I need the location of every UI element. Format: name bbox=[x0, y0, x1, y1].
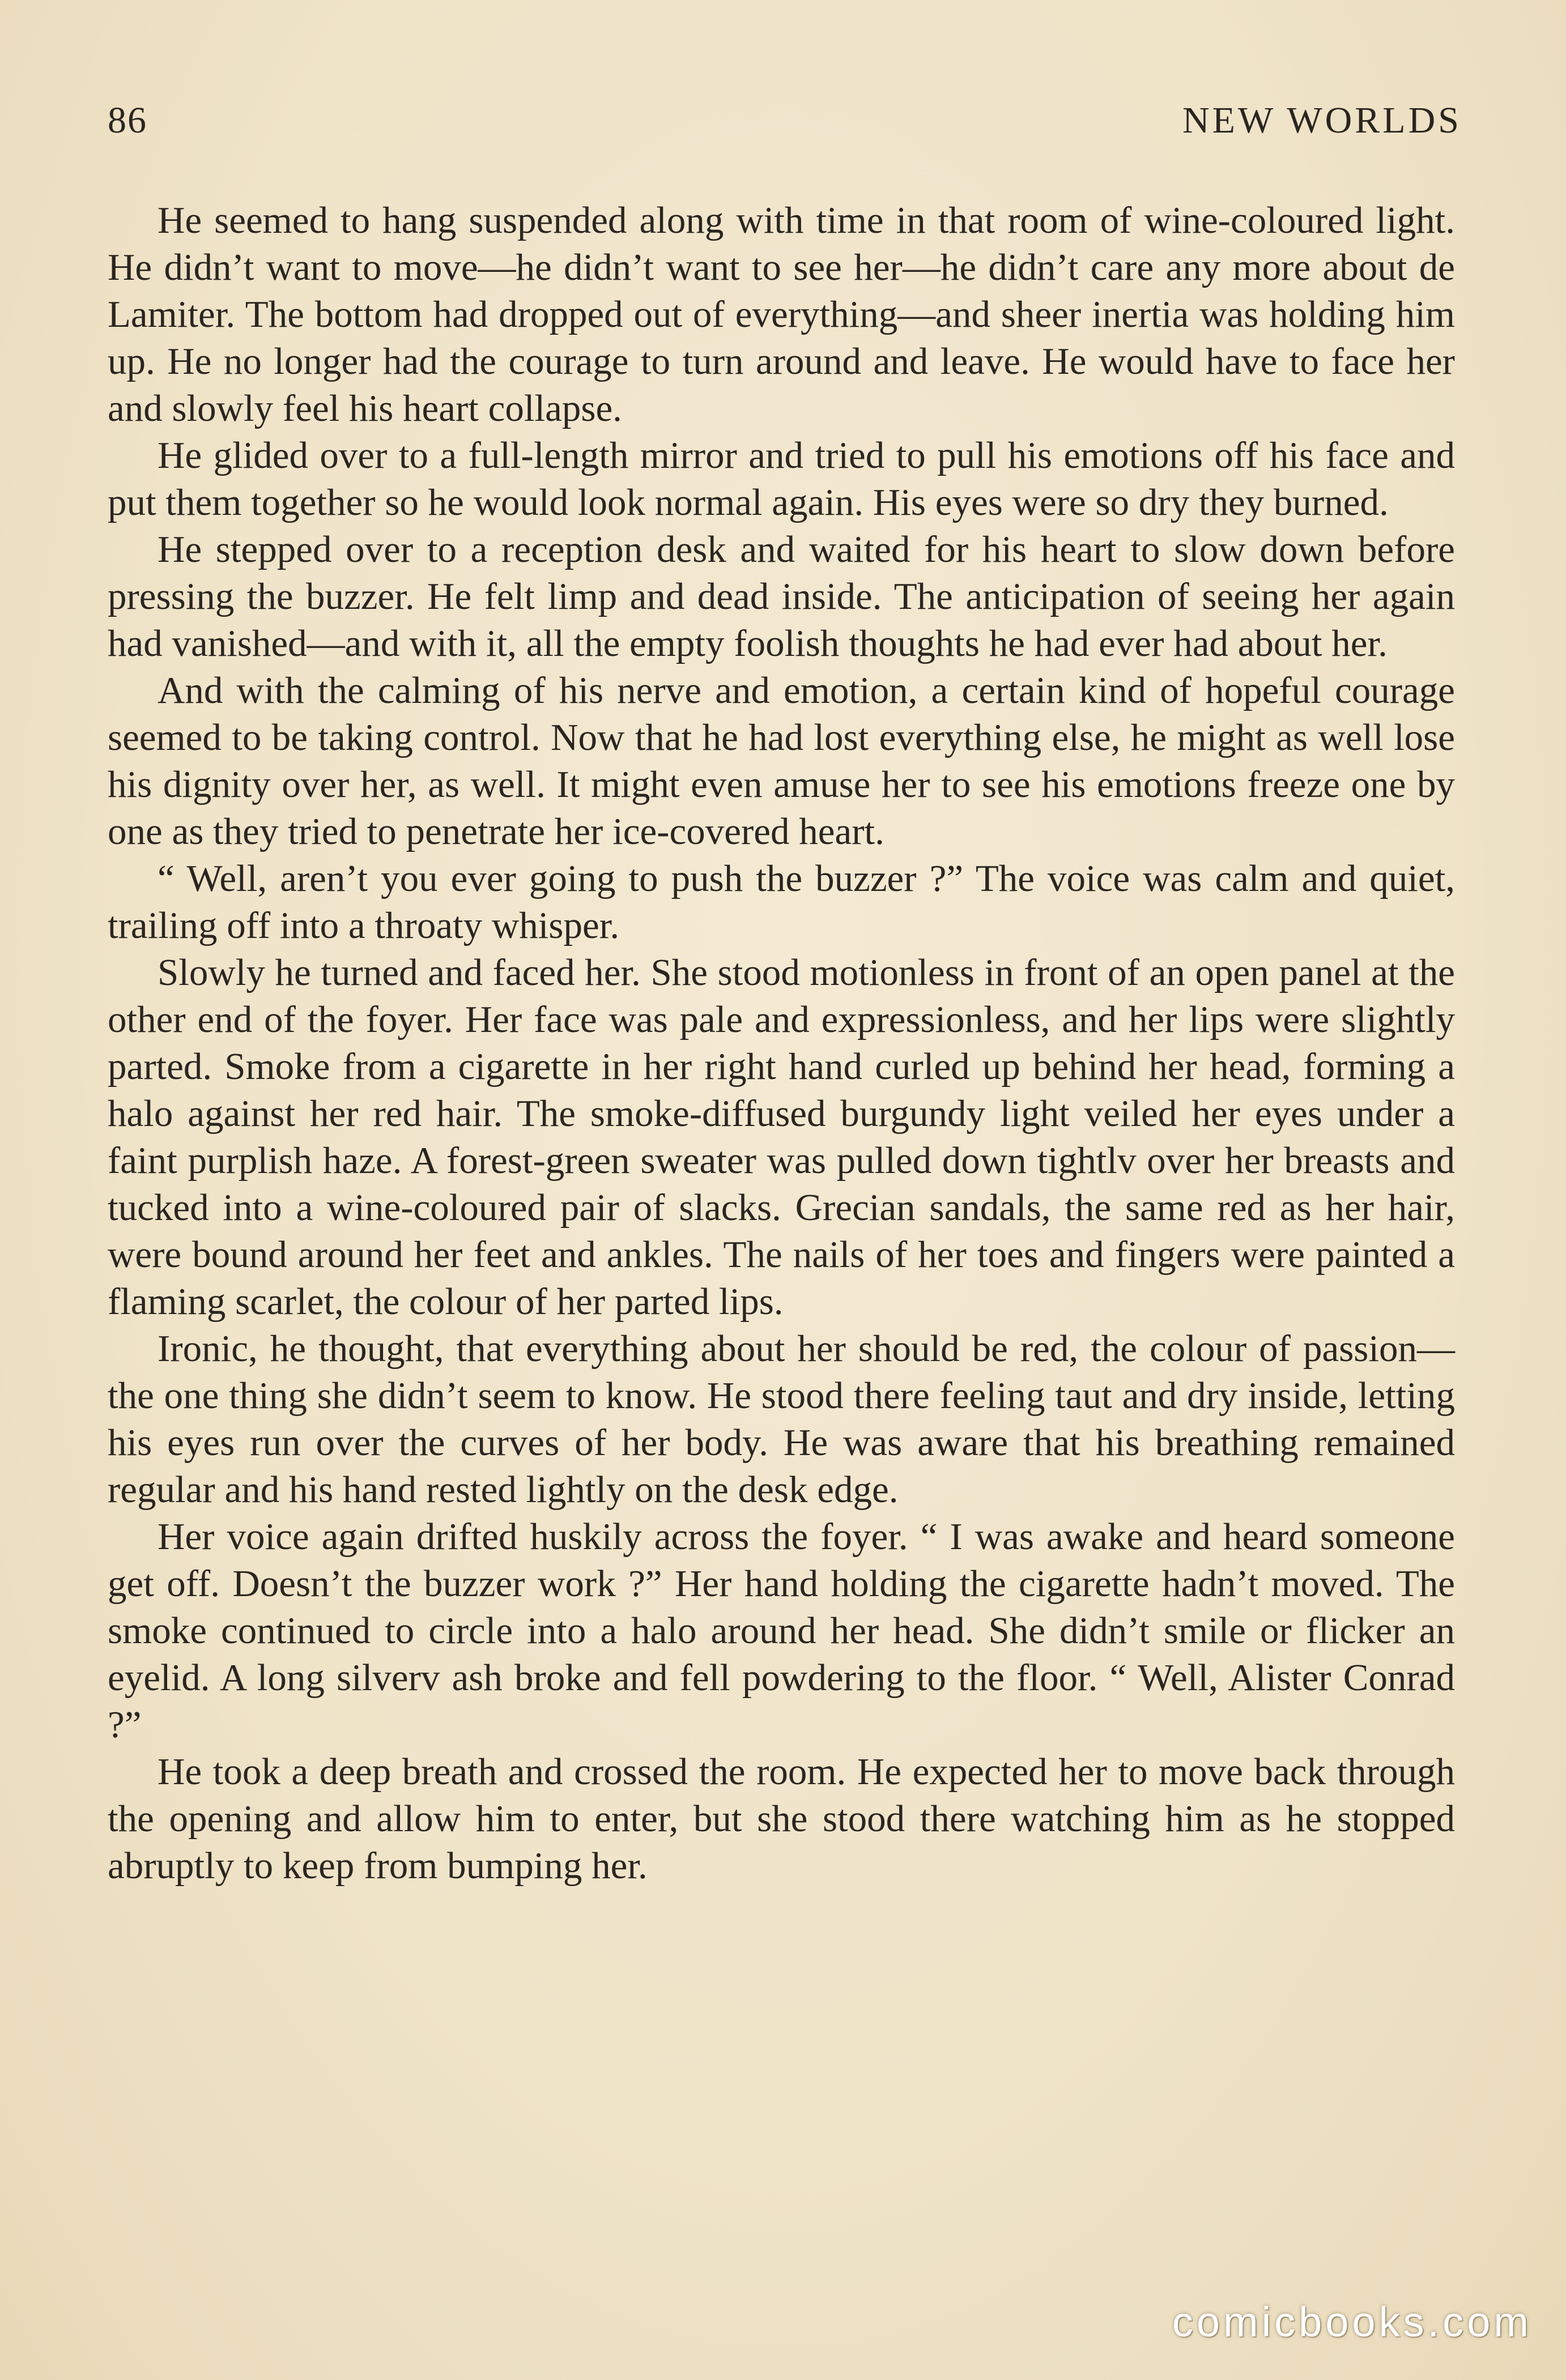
paragraph: He glided over to a full-length mirror and tried to pull his emotions off his face and put them together so he would look normal again. His eyes were so dry they burned. bbox=[108, 434, 1455, 523]
page-header bbox=[108, 99, 1462, 150]
paragraph: Ironic, he thought, that everything about her should be red, the colour of passion—the one thing she didn’t seem to know. He stood there feeling taut and dry inside, letting his eyes run over the curves of her body. He was aware that his breathing remained regular and his hand rested lightly on the desk edge. bbox=[108, 1328, 1455, 1511]
paragraph: Slowly he turned and faced her. She stood motionless in front of an open panel at the other end of the foyer. Her face was pale and expressionless, and her lips were slightly parted. Smoke from a cigarette in her right hand curled up behind her head, forming a halo against her red hair. The smoke-diffused burgundy light veiled her eyes under a faint purplish haze. A forest-green sweater was pulled down tightlv over her breasts and tucked into a wine-coloured pair of slacks. Grecian sandals, the same red as her hair, were bound around her feet and ankles. The nails of her toes and fingers were painted a flaming scarlet, the colour of her parted lips. bbox=[108, 952, 1455, 1323]
running-head: NEW WORLDS bbox=[1182, 100, 1462, 141]
paragraph: “ Well, aren’t you ever going to push the buzzer ?” The voice was calm and quiet, trailing off into a throaty whisper. bbox=[108, 858, 1455, 946]
paragraph: He took a deep breath and crossed the room. He expected her to move back through the opening and allow him to enter, but she stood there watching him as he stopped abruptly to keep from bumping her. bbox=[108, 1751, 1455, 1887]
paragraph: He seemed to hang suspended along with time in that room of wine-coloured light. He didn’t want to move—he didn’t want to see her—he didn’t care any more about de Lamiter. The bottom had dropped out of everything—and sheer inertia was holding him up. He no longer had the courage to turn around and leave. He would have to face her and slowly feel his heart collapse. bbox=[108, 199, 1455, 429]
page-number: 86 bbox=[108, 100, 147, 141]
paragraph: He stepped over to a reception desk and waited for his heart to slow down before pressing the buzzer. He felt limp and dead inside. The anticipation of seeing her again had vanished—and with it, all the empty foolish thoughts he had ever had about her. bbox=[108, 528, 1455, 664]
paragraph: Her voice again drifted huskily across the foyer. “ I was awake and heard someone get off. Doesn’t the buzzer work ?” Her hand holding the cigarette hadn’t moved. The smoke continued to circle into a halo around her head. She didn’t smile or flicker an eyelid. A long silverv ash broke and fell powdering to the floor. “ Well, Alister Conrad ?” bbox=[108, 1516, 1455, 1746]
paragraph: And with the calming of his nerve and emotion, a certain kind of hopeful courage seemed to be taking control. Now that he had lost everything else, he might as well lose his dignity over her, as well. It might even amuse her to see his emotions freeze one by one as they tried to penetrate her ice-covered heart. bbox=[108, 669, 1455, 852]
body-text bbox=[108, 197, 1455, 1890]
site-watermark: comicbooks.com bbox=[1172, 2298, 1532, 2345]
